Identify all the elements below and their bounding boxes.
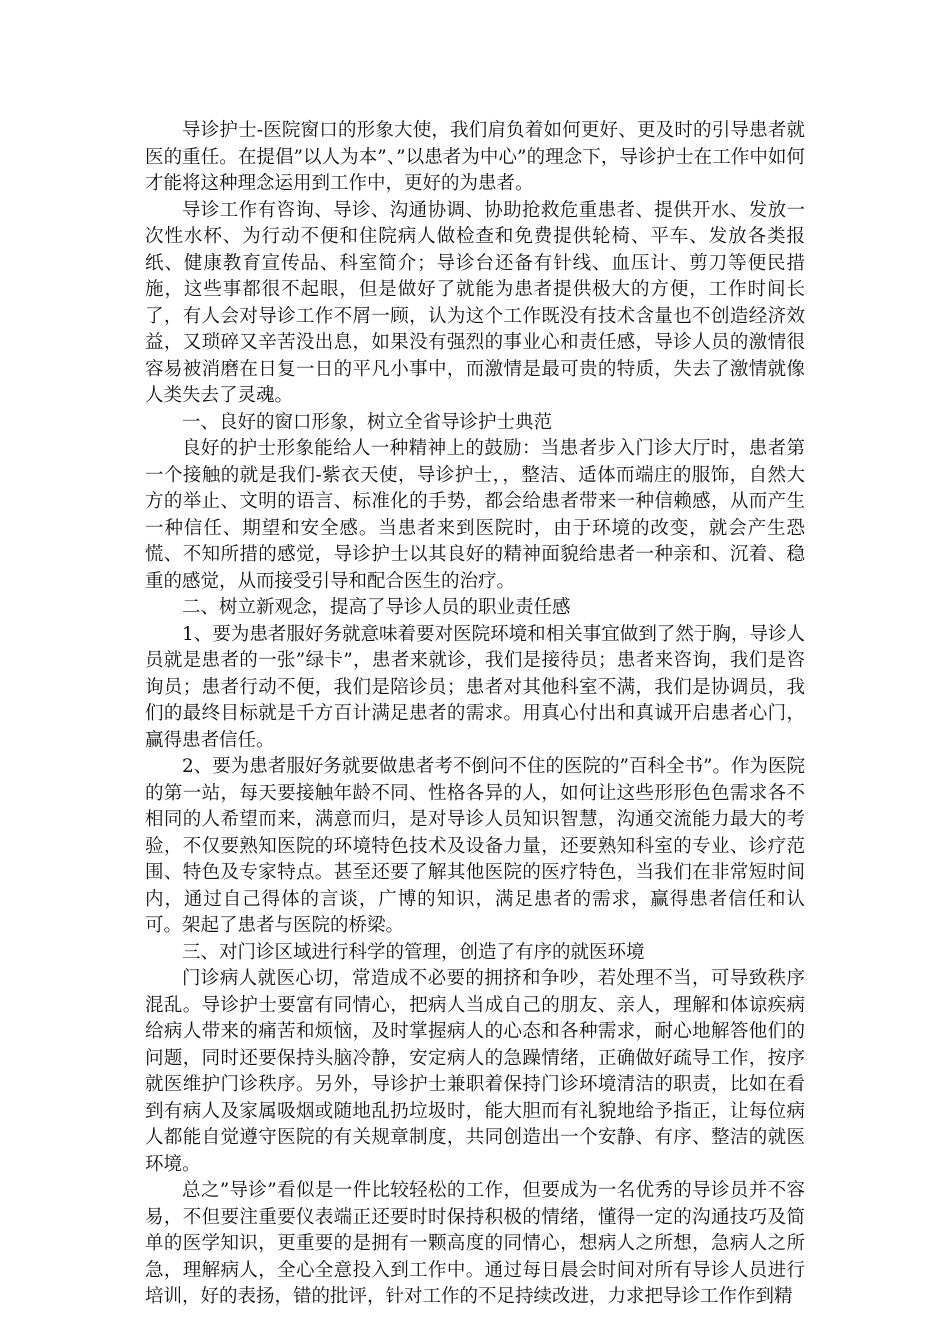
paragraph-intro: 导诊护士-医院窗口的形象大使，我们肩负着如何更好、更及时的引导患者就医的重任。在提倡”以人为本”、”以患者为中心”的理念下，导诊护士在工作中如何才能将这种理念运用到工作中，更好的为患者。 (145, 120, 805, 194)
document-body (145, 118, 805, 1311)
paragraph-point-1: 1、要为患者服好务就意味着要对医院环境和相关事宜做到了然于胸，导诊人员就是患者的一张”绿卡”，患者来就诊，我们是接待员；患者来咨询，我们是咨询员；患者行动不便，我们是陪诊员；患者对其他科室不满，我们是协调员，我们的最终目标就是千方百计满足患者的需求。用真心付出和真诚开启患者心门，赢得患者信任。 (145, 623, 805, 751)
paragraph-duties: 导诊工作有咨询、导诊、沟通协调、协助抢救危重患者、提供开水、发放一次性水杯、为行动不便和住院病人做检查和免费提供轮椅、平车、发放各类报纸、健康教育宣传品、科室简介；导诊台还备有针线、血压计、剪刀等便民措施，这些事都很不起眼，但是做好了就能为患者提供极大的方便，工作时间长了，有人会对导诊工作不屑一顾，认为这个工作既没有技术含量也不创造经济效益，又琐碎又辛苦没出息，如果没有强烈的事业心和责任感，导诊人员的激情很容易被消磨在日复一日的平凡小事中，而激情是最可贵的特质，失去了激情就像人类失去了灵魂。 (145, 199, 805, 406)
section-heading-3: 三、对门诊区域进行科学的管理，创造了有序的就医环境 (182, 941, 645, 963)
paragraph-image: 良好的护士形象能给人一种精神上的鼓励：当患者步入门诊大厅时，患者第一个接触的就是我们-紫衣天使，导诊护士，，整洁、适体而端庄的服饰，自然大方的举止、文明的语言、标准化的手势，都会给患者带来一种信赖感，从而产生一种信任、期望和安全感。当患者来到医院时，由于环境的改变，就会产生恐慌、不知所措的感觉，导诊护士以其良好的精神面貌给患者一种亲和、沉着、稳重的感觉，从而接受引导和配合医生的治疗。 (145, 438, 805, 592)
paragraph-point-2: 2、要为患者服好务就要做患者考不倒问不住的医院的”百科全书”。作为医院的第一站，每天要接触年龄不同、性格各异的人，如何让这些形形色色需求各不相同的人希望而来，满意而归，是对导诊人员知识智慧，沟通交流能力最大的考验，不仅要熟知医院的环境特色技术及设备力量，还要熟知科室的专业、诊疗范围、特色及专家特点。甚至还要了解其他医院的医疗特色，当我们在非常短时间内，通过自己得体的言谈，广博的知识，满足患者的需求，赢得患者信任和认可。架起了患者与医院的桥梁。 (145, 756, 805, 936)
paragraph-management: 门诊病人就医心切，常造成不必要的拥挤和争吵，若处理不当，可导致秩序混乱。导诊护士要富有同情心，把病人当成自己的朋友、亲人，理解和体谅疾病给病人带来的痛苦和烦恼，及时掌握病人的心态和各种需求，耐心地解答他们的问题，同时还要保持头脑冷静，安定病人的急躁情绪，正确做好疏导工作，按序就医维护门诊秩序。另外，导诊护士兼职着保持门诊环境清洁的职责，比如在看到有病人及家属吸烟或随地乱扔垃圾时，能大胆而有礼貌地给予指正，让每位病人都能自觉遵守医院的有关规章制度，共同创造出一个安静、有序、整洁的就医环境。 (145, 968, 805, 1175)
section-heading-2: 二、树立新观念，提高了导诊人员的职业责任感 (182, 597, 571, 618)
paragraph-conclusion: 总之”导诊”看似是一件比较轻松的工作，但要成为一名优秀的导诊员并不容易，不但要注重要仪表端正还要时时保持积极的情绪，懂得一定的沟通技巧及简单的医学知识，更重要的是拥有一颗高度的同情心，想病人之所想，急病人之所急，理解病人，全心全意投入到工作中。通过每日晨会时间对所有导诊人员进行培训，好的表扬，错的批评，针对工作的不足持续改进，力求把导诊工作作到精 (145, 1180, 805, 1307)
section-heading-1: 一、良好的窗口形象，树立全省导诊护士典范 (182, 411, 553, 433)
